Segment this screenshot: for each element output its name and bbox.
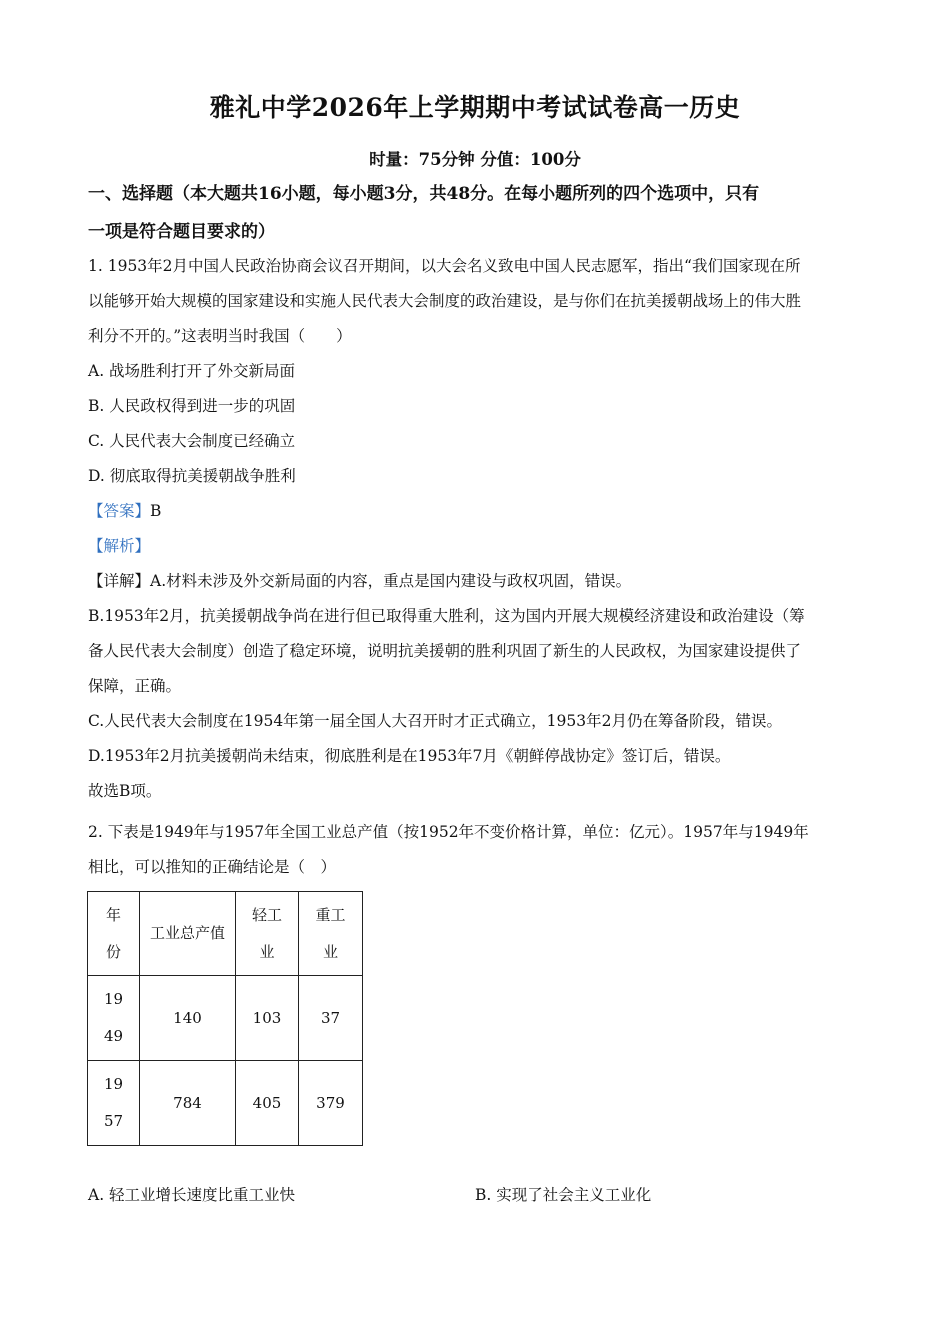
question-stem-line: 以能够开始大规模的国家建设和实施人民代表大会制度的政治建设，是与你们在抗美援朝战场上的伟大胜 xyxy=(88,292,802,310)
answer-line xyxy=(88,494,864,529)
option-c: C. 人民代表大会制度已经确立 xyxy=(88,432,296,450)
q2-option-a: A. 轻工业增长速度比重工业快 xyxy=(88,1186,296,1204)
question-2 xyxy=(88,815,864,885)
table-cell: 1949 xyxy=(88,976,140,1061)
table-cell: 405 xyxy=(236,1061,299,1146)
question-stem-line: 利分不开的。”这表明当时我国（ ） xyxy=(88,327,352,345)
detail-line: B.1953年2月，抗美援朝战争尚在进行但已取得重大胜利，这为国内开展大规模经济建设和政治建设（筹 xyxy=(88,607,805,625)
detail-line: 【详解】A.材料未涉及外交新局面的内容，重点是国内建设与政权巩固，错误。 xyxy=(88,572,632,590)
table-cell: 379 xyxy=(299,1061,363,1146)
question-stem-line: 1. 1953年2月中国人民政治协商会议召开期间，以大会名义致电中国人民志愿军，指出“我们国家现在所 xyxy=(88,257,801,275)
question-stem-line: 相比，可以推知的正确结论是（ ） xyxy=(88,858,337,876)
detail-line: D.1953年2月抗美援朝尚未结束，彻底胜利是在1953年7月《朝鲜停战协定》签订后，错误。 xyxy=(88,747,731,765)
section-heading xyxy=(88,175,864,251)
option-d: D. 彻底取得抗美援朝战争胜利 xyxy=(88,467,296,485)
option-b: B. 人民政权得到进一步的巩固 xyxy=(88,397,296,415)
question-1 xyxy=(88,249,864,809)
section-heading-line: 一项是符合题目要求的） xyxy=(88,222,275,242)
detail-line: 保障，正确。 xyxy=(88,677,182,695)
detail-line: 备人民代表大会制度）创造了稳定环境，说明抗美援朝的胜利巩固了新生的人民政权，为国家建设提供了 xyxy=(88,642,802,660)
detail-line: C.人民代表大会制度在1954年第一届全国人大召开时才正式确立，1953年2月仍在筹备阶段，错误。 xyxy=(88,712,782,730)
q2-option-b: B. 实现了社会主义工业化 xyxy=(475,1186,652,1204)
table-header-cell: 轻工业 xyxy=(236,892,299,976)
table-row xyxy=(88,1061,363,1146)
answer-tag: 【答案】 xyxy=(88,502,151,520)
option-a: A. 战场胜利打开了外交新局面 xyxy=(88,362,296,380)
table-cell: 103 xyxy=(236,976,299,1061)
table-cell: 1957 xyxy=(88,1061,140,1146)
table-header-cell: 工业总产值 xyxy=(140,892,236,976)
section-heading-line: 一、选择题（本大题共16小题，每小题3分，共48分。在每小题所列的四个选项中，只有 xyxy=(88,184,760,204)
table-cell: 784 xyxy=(140,1061,236,1146)
industry-output-table xyxy=(87,891,363,1146)
answer-value: B xyxy=(150,502,162,520)
table-row xyxy=(88,976,363,1061)
exam-time-score: 时量：75分钟 分值：100分 xyxy=(369,150,581,169)
detail-line: 故选B项。 xyxy=(88,782,162,800)
analysis-tag: 【解析】 xyxy=(88,537,151,555)
analysis-line xyxy=(88,529,864,564)
table-header-cell: 重工业 xyxy=(299,892,363,976)
table-cell: 140 xyxy=(140,976,236,1061)
question-stem-line: 2. 下表是1949年与1957年全国工业总产值（按1952年不变价格计算，单位：亿元）。1957年与1949年 xyxy=(88,823,809,841)
page-title: 雅礼中学2026年上学期期中考试试卷高一历史 xyxy=(209,93,741,122)
table-header-row xyxy=(88,892,363,976)
table-cell: 37 xyxy=(299,976,363,1061)
table-header-cell: 年份 xyxy=(88,892,140,976)
